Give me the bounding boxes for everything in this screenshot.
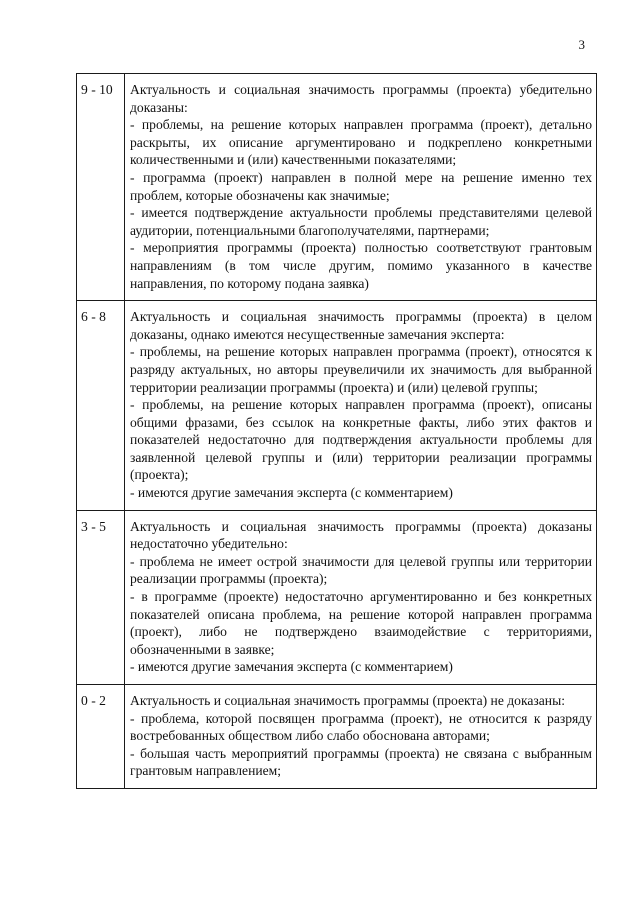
description-line: - проблема, которой посвящен программа (проект), не относится к разряду востребованных обществом либо слабо обоснована авторами; (130, 710, 592, 744)
description-line: - имеются другие замечания эксперта (с комментарием) (130, 659, 453, 675)
description-line: - программа (проект) направлен в полной мере на решение именно тех проблем, которые обозначены как значимые; (130, 169, 592, 203)
score-range: 0 - 2 (77, 685, 125, 789)
description-line: - проблемы, на решение которых направлен программа (проект), описаны общими фразами, без ссылок на конкретные факты, либо этих фактов и показателей недостаточно для подтверждения актуальности проблемы для заявленной целевой группы и (или) территории реализации программы (проекта); (130, 397, 592, 483)
criteria-description (125, 685, 597, 789)
description-line: Актуальность и социальная значимость программы (проекта) в целом доказаны, однако имеются несущественные замечания эксперта: (130, 309, 592, 342)
criteria-row (77, 301, 597, 511)
criteria-description (125, 301, 597, 511)
criteria-table (76, 73, 597, 789)
page-number: 3 (578, 37, 585, 52)
description-line: - имеется подтверждение актуальности проблемы представителями целевой аудитории, потенциальными благополучателями, партнерами; (130, 205, 592, 238)
description-line: - мероприятия программы (проекта) полностью соответствуют грантовым направлениям (в том числе другим, помимо указанного в качестве направления, по которому подана заявка) (130, 240, 592, 291)
description-line: Актуальность и социальная значимость программы (проекта) не доказаны: (130, 693, 565, 708)
description-line: Актуальность и социальная значимость программы (проекта) убедительно доказаны: (130, 82, 592, 115)
score-range: 9 - 10 (77, 74, 125, 301)
criteria-row (77, 74, 597, 301)
description-line: Актуальность и социальная значимость программы (проекта) доказаны недостаточно убедительно: (130, 518, 592, 552)
description-line: - проблемы, на решение которых направлен программа (проект), детально раскрыты, их описание аргументировано и подкреплено конкретными количественными и (или) качественными показателями; (130, 117, 592, 168)
score-range: 6 - 8 (77, 301, 125, 511)
criteria-row (77, 510, 597, 684)
criteria-row (77, 685, 597, 789)
description-line: - имеются другие замечания эксперта (с комментарием) (130, 485, 453, 501)
description-line: - в программе (проекте) недостаточно аргументированно и без конкретных показателей описана проблема, на решение которой направлен программа (проект), либо не подтверждено взаимодействие с территориями, обозначенными в заявке; (130, 589, 592, 657)
score-range: 3 - 5 (77, 510, 125, 684)
description-line: - проблема не имеет острой значимости для целевой группы или территории реализации программы (проекта); (130, 553, 592, 587)
description-line: - большая часть мероприятий программы (проекта) не связана с выбранным грантовым направлением; (130, 745, 592, 779)
description-line: - проблемы, на решение которых направлен программа (проект), относятся к разряду актуальных, но авторы преувеличили их значимость для выбранной территории реализации программы (проекта) и (или) целевой группы; (130, 344, 592, 395)
criteria-description (125, 74, 597, 301)
criteria-description (125, 510, 597, 684)
